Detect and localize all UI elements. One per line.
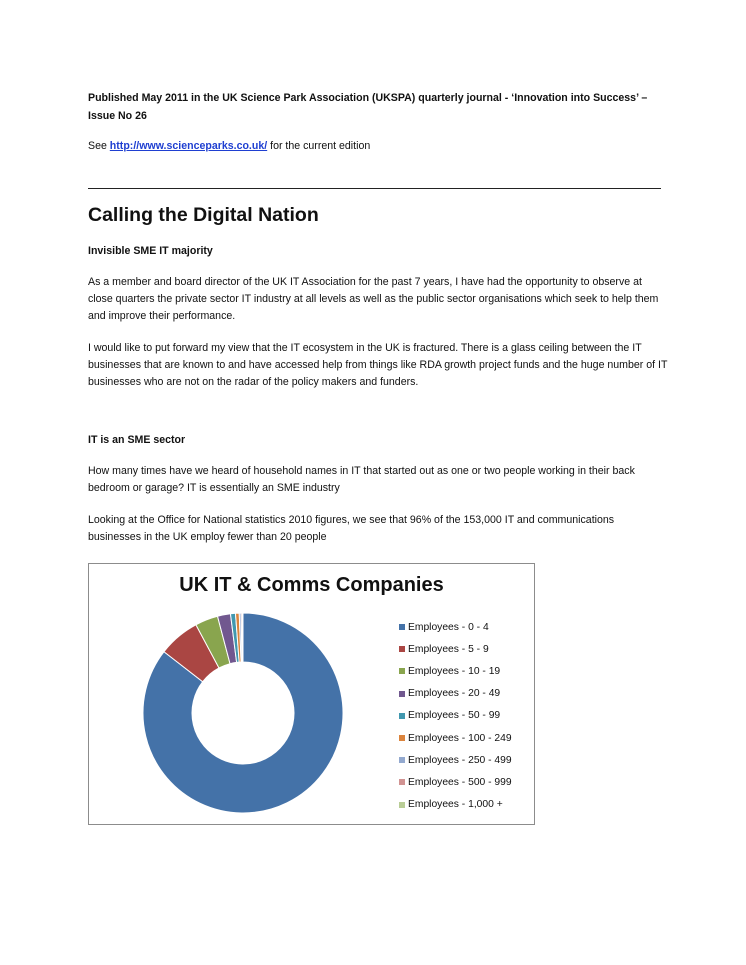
paragraph-1: As a member and board director of the UK IT Association for the past 7 years, I have had the opportunity to observe at close quarters the private sector IT industry at all levels as well as the public sector organisations which seek to help them and improve their performance.	[88, 276, 659, 322]
horizontal-rule	[88, 188, 661, 189]
legend-label-6: Employees - 250 - 499	[408, 754, 512, 766]
legend-swatch-1	[399, 646, 405, 652]
chart-legend	[399, 616, 512, 816]
legend-label-5: Employees - 100 - 249	[408, 732, 512, 744]
scienceparks-link[interactable]: http://www.scienceparks.co.uk/	[109, 140, 268, 152]
legend-item-5	[399, 727, 512, 749]
legend-item-2	[399, 660, 512, 682]
see-line	[88, 137, 370, 155]
article-title: Calling the Digital Nation	[88, 204, 319, 226]
legend-item-4	[399, 705, 512, 727]
donut-chart	[88, 563, 535, 825]
legend-label-4: Employees - 50 - 99	[408, 710, 501, 722]
legend-item-7	[399, 771, 512, 793]
legend-swatch-7	[399, 779, 405, 785]
paragraph-3: How many times have we heard of household names in IT that started out as one or two people working in their back bedroom or garage? IT is essentially an SME industry	[88, 465, 635, 494]
section-heading-sme-sector: IT is an SME sector	[88, 434, 186, 446]
legend-label-7: Employees - 500 - 999	[408, 776, 512, 788]
section-heading-invisible-sme: Invisible SME IT majority	[88, 245, 213, 257]
legend-label-2: Employees - 10 - 19	[408, 665, 501, 677]
legend-swatch-0	[399, 624, 405, 630]
legend-item-8	[399, 794, 512, 816]
legend-item-3	[399, 683, 512, 705]
publication-note: Published May 2011 in the UK Science Park Association (UKSPA) quarterly journal - ‘Innovation into Success’ – Issue No 26	[88, 92, 648, 122]
paragraph-2: I would like to put forward my view that the IT ecosystem in the UK is fractured. There is a glass ceiling between the IT businesses that are known to and have accessed help from things like RDA growth project funds and the huge number of IT businesses who are not on the radar of the policy makers and funders.	[88, 342, 668, 388]
legend-label-1: Employees - 5 - 9	[408, 643, 489, 655]
chart-title: UK IT & Comms Companies	[179, 574, 444, 596]
legend-item-6	[399, 749, 512, 771]
legend-label-0: Employees - 0 - 4	[408, 621, 489, 633]
legend-swatch-8	[399, 802, 405, 808]
legend-label-8: Employees - 1,000 +	[408, 799, 503, 811]
legend-swatch-3	[399, 691, 405, 697]
paragraph-4: Looking at the Office for National statistics 2010 figures, we see that 96% of the 153,000 IT and communications businesses in the UK employ fewer than 20 people	[88, 514, 615, 543]
see-suffix: for the current edition	[267, 140, 371, 152]
legend-swatch-6	[399, 757, 405, 763]
legend-swatch-2	[399, 668, 405, 674]
legend-item-0	[399, 616, 512, 638]
legend-swatch-4	[399, 713, 405, 719]
legend-label-3: Employees - 20 - 49	[408, 688, 501, 700]
see-prefix: See	[88, 140, 110, 152]
legend-swatch-5	[399, 735, 405, 741]
donut-slice-8	[242, 613, 243, 662]
legend-item-1	[399, 638, 512, 660]
